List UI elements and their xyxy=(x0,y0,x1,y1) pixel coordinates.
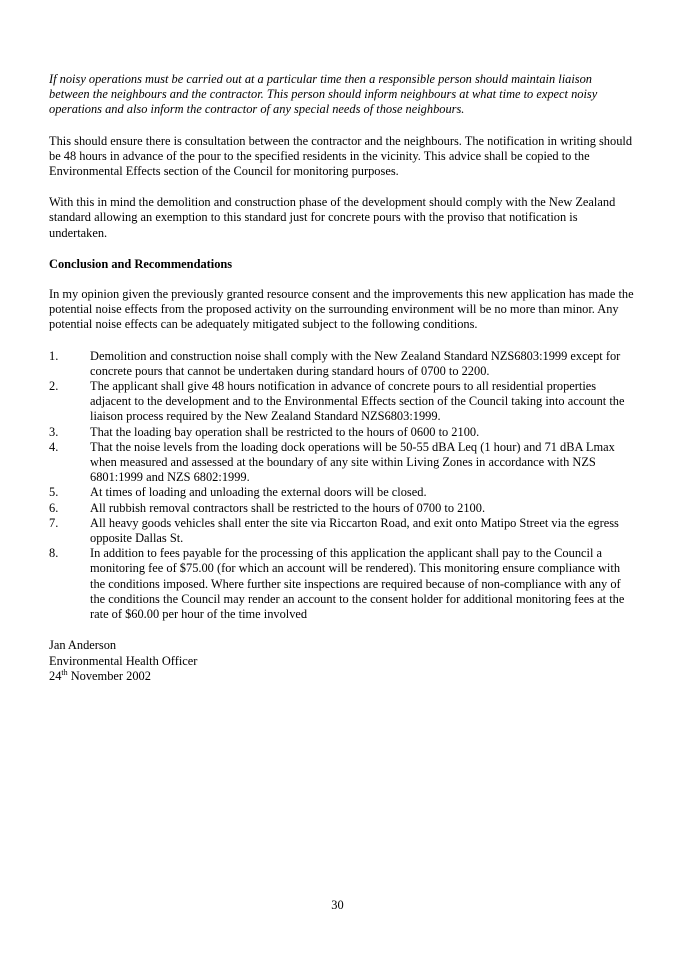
paragraph-opinion: In my opinion given the previously granted resource consent and the improvements this new application has made the potential noise effects from the proposed activity on the surrounding environment will be no more than minor. Any potential noise effects can be adequately mitigated subject to the following conditions. xyxy=(49,287,634,332)
condition-item xyxy=(49,501,634,516)
date-month-year: November 2002 xyxy=(67,668,151,683)
paragraph-consultation: This should ensure there is consultation between the contractor and the neighbours. The notification in writing should be 48 hours in advance of the pour to the specified residents in the vicinity. This advice shall be copied to the Environmental Effects section of the Council for monitoring purposes. xyxy=(49,133,633,179)
condition-number: 1. xyxy=(49,348,59,363)
condition-text: All rubbish removal contractors shall be restricted to the hours of 0700 to 2100. xyxy=(90,500,486,515)
condition-text: In addition to fees payable for the processing of this application the applicant shall pay to the Council a monitoring fee of $75.00 (for which an account will be rendered). This monitoring ensure compliance with the conditions imposed. Where further site inspections are required because of non-compliance with any of the conditions the Council may render an account to the consent holder for additional monitoring fees at the rate of $60.00 per hour of the time involved xyxy=(90,546,625,622)
condition-number: 3. xyxy=(49,424,59,439)
condition-number: 5. xyxy=(49,485,59,500)
condition-number: 6. xyxy=(49,500,59,515)
condition-text: Demolition and construction noise shall comply with the New Zealand Standard NZS6803:1999 except for concrete pours that cannot be undertaken during standard hours of 0700 to 2200. xyxy=(90,348,621,378)
condition-item xyxy=(49,546,634,622)
condition-number: 8. xyxy=(49,546,59,561)
condition-item xyxy=(49,425,634,440)
condition-text: That the loading bay operation shall be restricted to the hours of 0600 to 2100. xyxy=(90,424,480,439)
condition-item xyxy=(49,516,634,546)
condition-number: 4. xyxy=(49,439,59,454)
date-day: 24 xyxy=(49,668,62,683)
condition-item xyxy=(49,349,634,379)
signatory-title: Environmental Health Officer xyxy=(49,653,198,668)
page-number: 30 xyxy=(331,898,344,912)
condition-item xyxy=(49,440,634,486)
condition-text: That the noise levels from the loading dock operations will be 50-55 dBA Leq (1 hour) and 71 dBA Lmax when measured and assessed at the boundary of any site within Living Zones in accordance with NZS 6801:1999 and NZS 6802:1999. xyxy=(90,439,615,485)
signature-date xyxy=(49,669,634,684)
condition-item xyxy=(49,379,634,425)
document-body xyxy=(49,72,634,684)
signatory-name: Jan Anderson xyxy=(49,638,117,653)
paragraph-liaison: If noisy operations must be carried out at a particular time then a responsible person should maintain liaison between the neighbours and the contractor. This person should inform neighbours at what time to expect noisy operations and also inform the contractor of any special needs of those neighbours. xyxy=(49,72,598,117)
section-heading: Conclusion and Recommendations xyxy=(49,256,233,271)
paragraph-demolition: With this in mind the demolition and construction phase of the development should comply with the New Zealand standard allowing an exemption to this standard just for concrete pours with the proviso that notification is undertaken. xyxy=(49,195,616,240)
condition-text: The applicant shall give 48 hours notification in advance of concrete pours to all residential properties adjacent to the development and to the Environmental Effects section of the Council taking into account the liaison process required by the New Zealand Standard NZS6803:1999. xyxy=(90,379,625,424)
condition-number: 7. xyxy=(49,515,59,530)
conditions-list xyxy=(49,349,634,623)
condition-text: At times of loading and unloading the external doors will be closed. xyxy=(90,485,427,500)
condition-text: All heavy goods vehicles shall enter the site via Riccarton Road, and exit onto Matipo Street via the egress opposite Dallas St. xyxy=(90,515,619,546)
condition-number: 2. xyxy=(49,379,59,394)
condition-item xyxy=(49,485,634,500)
date-ordinal-suffix: th xyxy=(61,667,68,677)
signature-block xyxy=(49,638,634,684)
